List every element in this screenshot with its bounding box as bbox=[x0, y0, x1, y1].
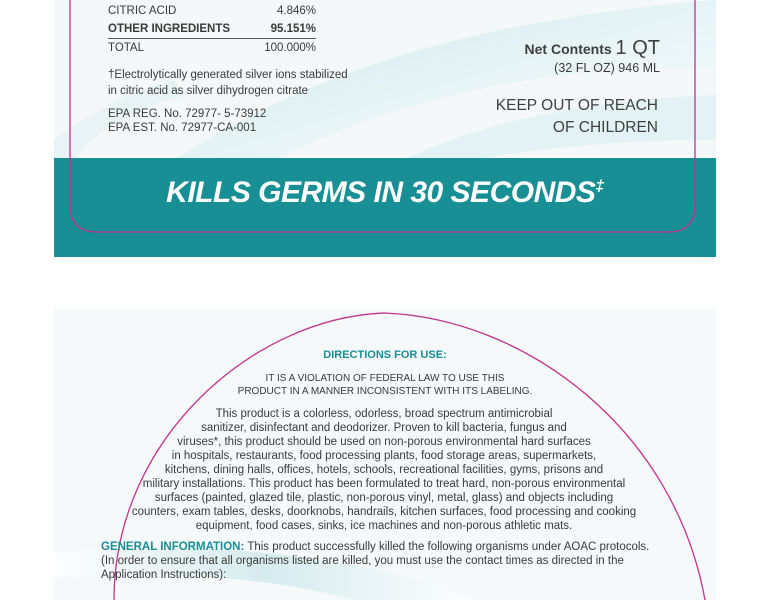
silver-footnote bbox=[108, 67, 398, 99]
footnote-line: †Electrolytically generated silver ions stabilized bbox=[108, 69, 348, 81]
banner-double-dagger: ‡ bbox=[595, 178, 604, 195]
label-panel-bottom bbox=[54, 308, 716, 600]
general-info-line: Application Instructions): bbox=[101, 569, 227, 581]
federal-law-violation-notice bbox=[54, 372, 716, 398]
description-line: This product is a colorless, odorless, broad spectrum antimicrobial bbox=[215, 408, 553, 420]
ingredient-name: CITRIC ACID bbox=[108, 5, 177, 17]
net-contents-line bbox=[525, 37, 660, 60]
ingredient-row bbox=[108, 2, 316, 20]
ingredient-name: OTHER INGREDIENTS bbox=[108, 23, 231, 35]
general-information bbox=[101, 540, 681, 582]
warning-line: KEEP OUT OF REACH bbox=[495, 97, 658, 114]
general-info-line bbox=[101, 540, 681, 554]
product-description bbox=[94, 407, 674, 533]
ingredient-name: TOTAL bbox=[108, 42, 144, 54]
description-line: surfaces (painted, glazed tile, plastic, non-porous vinyl, metal, glass) and objects including bbox=[154, 492, 614, 504]
epa-reg-number: EPA REG. No. 72977- 5-73912 bbox=[108, 108, 267, 120]
general-info-text: This product successfully killed the following organisms under AOAC protocols. bbox=[244, 541, 650, 553]
general-info-label: GENERAL INFORMATION: bbox=[101, 541, 245, 553]
description-line: sanitizer, disinfectant and deodorizer. Proven to kill bacteria, fungus and bbox=[201, 422, 567, 434]
footnote-line: in citric acid as silver dihydrogen citrate bbox=[108, 85, 309, 97]
ingredient-row-total bbox=[108, 39, 316, 57]
kills-germs-banner bbox=[54, 158, 716, 257]
violation-line: PRODUCT IN A MANNER INCONSISTENT WITH ITS LABELING. bbox=[237, 386, 533, 397]
ingredient-value: 100.000% bbox=[264, 42, 316, 54]
ingredient-value: 4.846% bbox=[276, 5, 316, 17]
ingredient-value: 95.151% bbox=[270, 23, 316, 35]
description-line: military installations. This product has been formulated to treat hard, non-porous environmental bbox=[142, 478, 626, 490]
label-panel-top bbox=[54, 0, 716, 257]
warning-line: OF CHILDREN bbox=[552, 119, 658, 136]
epa-est-number: EPA EST. No. 72977-CA-001 bbox=[108, 122, 257, 134]
banner-text-main: KILLS GERMS IN 30 SECONDS bbox=[166, 176, 596, 209]
net-contents-label: Net Contents bbox=[524, 41, 612, 57]
epa-numbers bbox=[108, 107, 266, 135]
net-contents bbox=[525, 37, 660, 75]
banner-text bbox=[54, 176, 716, 210]
directions-title: DIRECTIONS FOR USE: bbox=[323, 349, 447, 361]
description-line: viruses*, this product should be used on non-porous environmental hard surfaces bbox=[177, 436, 591, 448]
ingredient-row bbox=[108, 20, 316, 39]
violation-line: IT IS A VIOLATION OF FEDERAL LAW TO USE THIS bbox=[265, 373, 505, 384]
ingredients-table bbox=[108, 2, 316, 57]
description-line: kitchens, dining halls, offices, hotels, schools, recreational facilities, gyms, prisons and bbox=[164, 464, 604, 476]
net-contents-quantity: 1 QT bbox=[615, 37, 660, 59]
net-contents-sub: (32 FL OZ) 946 ML bbox=[554, 61, 660, 75]
description-line: in hospitals, restaurants, food processing plants, food storage areas, supermarkets, bbox=[171, 450, 597, 462]
description-line: counters, exam tables, desks, doorknobs, handrails, kitchen surfaces, food processing and cooking bbox=[131, 506, 637, 518]
description-line: equipment, food cases, sinks, ice machines and non-porous athletic mats. bbox=[195, 520, 573, 532]
general-info-line: (In order to ensure that all organisms listed are killed, you must use the contact times as directed in the bbox=[101, 555, 624, 567]
keep-out-of-reach-warning bbox=[496, 95, 658, 139]
